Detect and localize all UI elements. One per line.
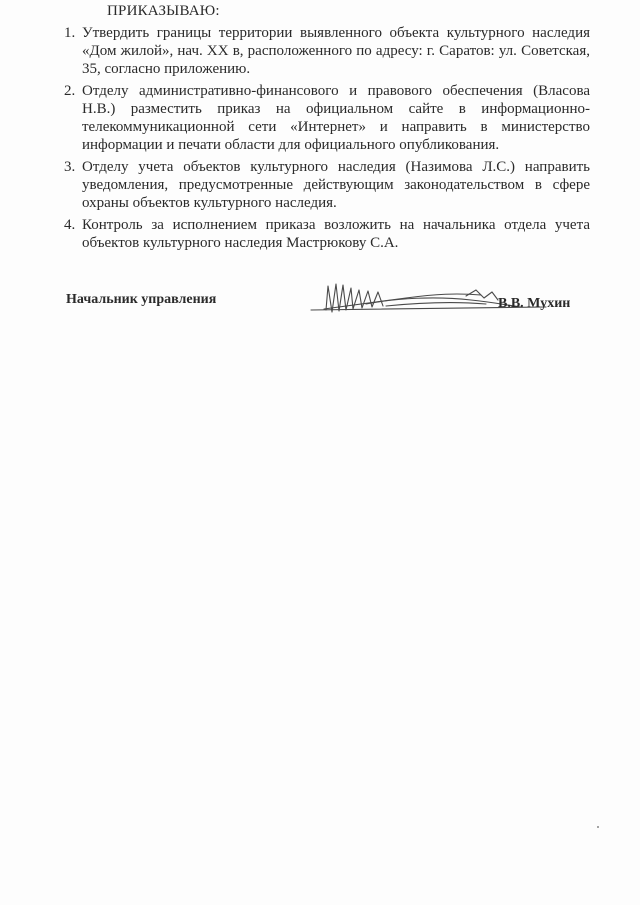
item-text: Контроль за исполнением приказа возложить на начальника отдела учета объектов культурного наследия Мастрюкову С.А. <box>82 217 590 251</box>
item-number: 1. <box>64 25 76 41</box>
signer-position: Начальник управления <box>66 292 217 307</box>
order-heading: ПРИКАЗЫВАЮ: <box>107 3 220 19</box>
order-items-list <box>64 24 590 256</box>
item-number: 3. <box>64 159 76 175</box>
item-text: Утвердить границы территории выявленного объекта культурного наследия «Дом жилой», нач. XX в, расположенного по адресу: г. Саратов: ул. Советская, 35, согласно приложению. <box>82 25 590 77</box>
signer-name: В.В. Мухин <box>498 296 571 311</box>
list-item <box>64 82 590 154</box>
list-item <box>64 158 590 212</box>
list-item <box>64 216 590 252</box>
signature-block <box>66 276 586 326</box>
scan-speck <box>597 826 599 828</box>
item-number: 2. <box>64 83 76 99</box>
item-number: 4. <box>64 217 76 233</box>
item-text: Отделу учета объектов культурного наследия (Назимова Л.С.) направить уведомления, предусмотренные действующим законодательством в сфере охраны объектов культурного наследия. <box>82 159 590 211</box>
item-text: Отделу административно-финансового и правового обеспечения (Власова Н.В.) разместить приказ на официальном сайте в информационно-телекоммуникационной сети «Интернет» и направить в министерство информации и печати области для официального опубликования. <box>82 83 590 153</box>
list-item <box>64 24 590 78</box>
